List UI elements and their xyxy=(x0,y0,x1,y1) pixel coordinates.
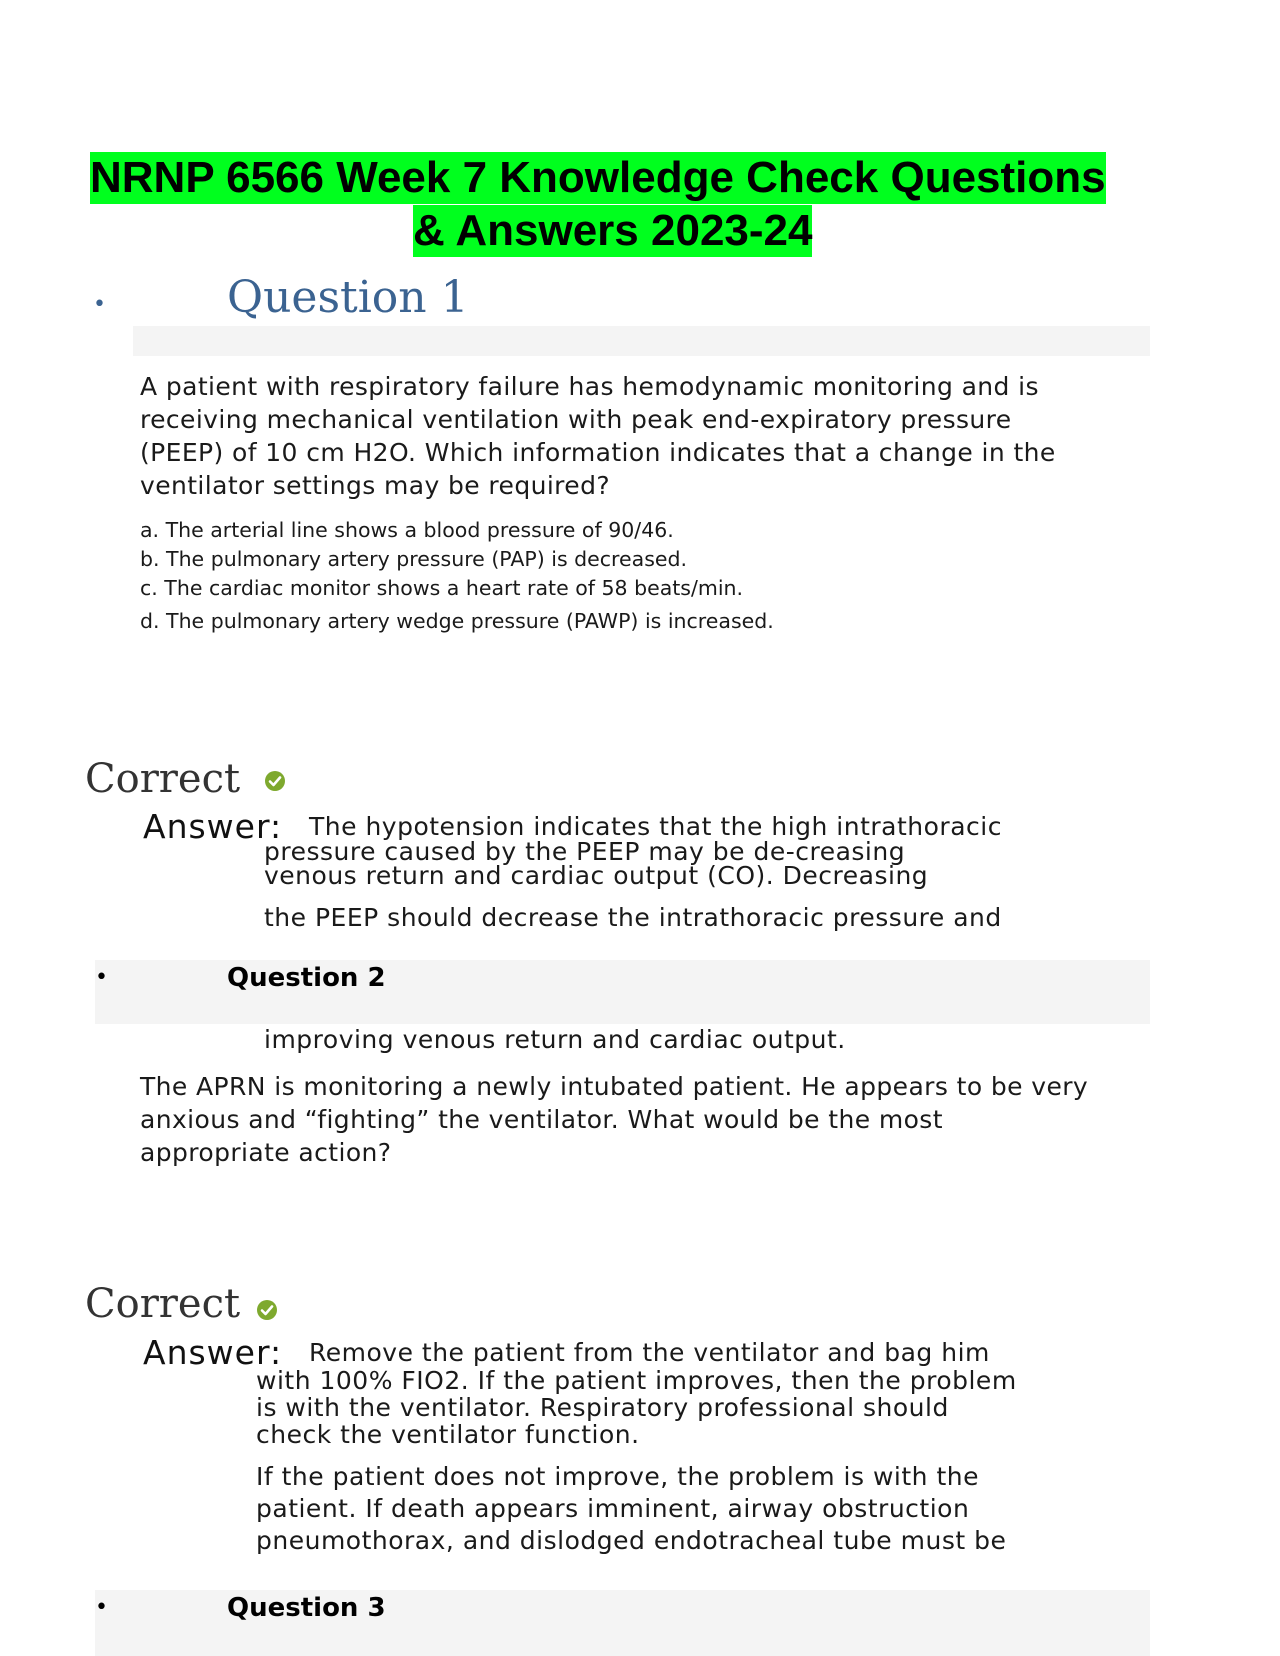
question-2-text: The APRN is monitoring a newly intubated patient. He appears to be very anxious and “fighting” the ventilator. What would be the most appropriate action? xyxy=(140,1072,1089,1167)
check-icon xyxy=(257,1300,277,1320)
question-2-answer-line-7: pneumothorax, and dislodged endotracheal tube must be xyxy=(256,1526,1007,1555)
question-1-text: A patient with respiratory failure has hemodynamic monitoring and is receiving mechanical ventilation with peak end-expiratory pressure (PEEP) of 10 cm H2O. Which information indicates that a change in the ventilator settings may be required? xyxy=(140,372,1056,500)
question-2-answer-line-1: Remove the patient from the ventilator and bag him xyxy=(309,1338,990,1367)
question-2-correct-label: Correct xyxy=(85,1281,241,1327)
question-1-option-b: b. The pulmonary artery pressure (PAP) is decreased. xyxy=(140,547,688,571)
question-2-answer-line-6: patient. If death appears imminent, airway obstruction xyxy=(256,1494,970,1523)
question-1-option-c: c. The cardiac monitor shows a heart rate of 58 beats/min. xyxy=(140,576,744,600)
document-title-line-1: NRNP 6566 Week 7 Knowledge Check Questions xyxy=(90,153,1106,202)
question-1-answer-line-4: the PEEP should decrease the intrathoracic pressure and xyxy=(264,903,1002,932)
check-icon xyxy=(265,771,285,791)
question-1-answer-line-1: The hypotension indicates that the high intrathoracic xyxy=(309,812,1002,841)
question-2-answer-line-4: check the ventilator function. xyxy=(256,1420,640,1449)
question-2-answer-line-3: is with the ventilator. Respiratory professional should xyxy=(256,1393,949,1422)
question-1-answer-line-5: improving venous return and cardiac output. xyxy=(264,1025,846,1054)
question-1-header-band xyxy=(133,326,1150,356)
question-2-answer-line-2: with 100% FIO2. If the patient improves, then the problem xyxy=(256,1366,1017,1395)
question-2-bullet: • xyxy=(95,965,108,990)
document-title-line-2: & Answers 2023-24 xyxy=(413,206,813,255)
question-1-options xyxy=(140,516,774,636)
question-1-answer-line-3: venous return and cardiac output (CO). Decreasing xyxy=(264,861,929,890)
question-2-answer-line-5: If the patient does not improve, the problem is with the xyxy=(256,1462,979,1491)
question-1-option-a: a. The arterial line shows a blood pressure of 90/46. xyxy=(140,518,674,542)
question-3-bullet: • xyxy=(95,1595,108,1620)
question-1-answer-label: Answer: xyxy=(143,807,283,846)
question-3-title: Question 3 xyxy=(227,1593,386,1623)
question-2-answer-label: Answer: xyxy=(143,1333,283,1372)
question-1-correct-label: Correct xyxy=(85,756,241,802)
question-1-answer-line-2: pressure caused by the PEEP may be de-creasing xyxy=(264,837,906,866)
question-2-title: Question 2 xyxy=(227,963,386,993)
question-1-title: Question 1 xyxy=(227,272,469,323)
question-1-option-d: d. The pulmonary artery wedge pressure (PAWP) is increased. xyxy=(140,609,774,633)
question-1-bullet: • xyxy=(93,292,106,317)
